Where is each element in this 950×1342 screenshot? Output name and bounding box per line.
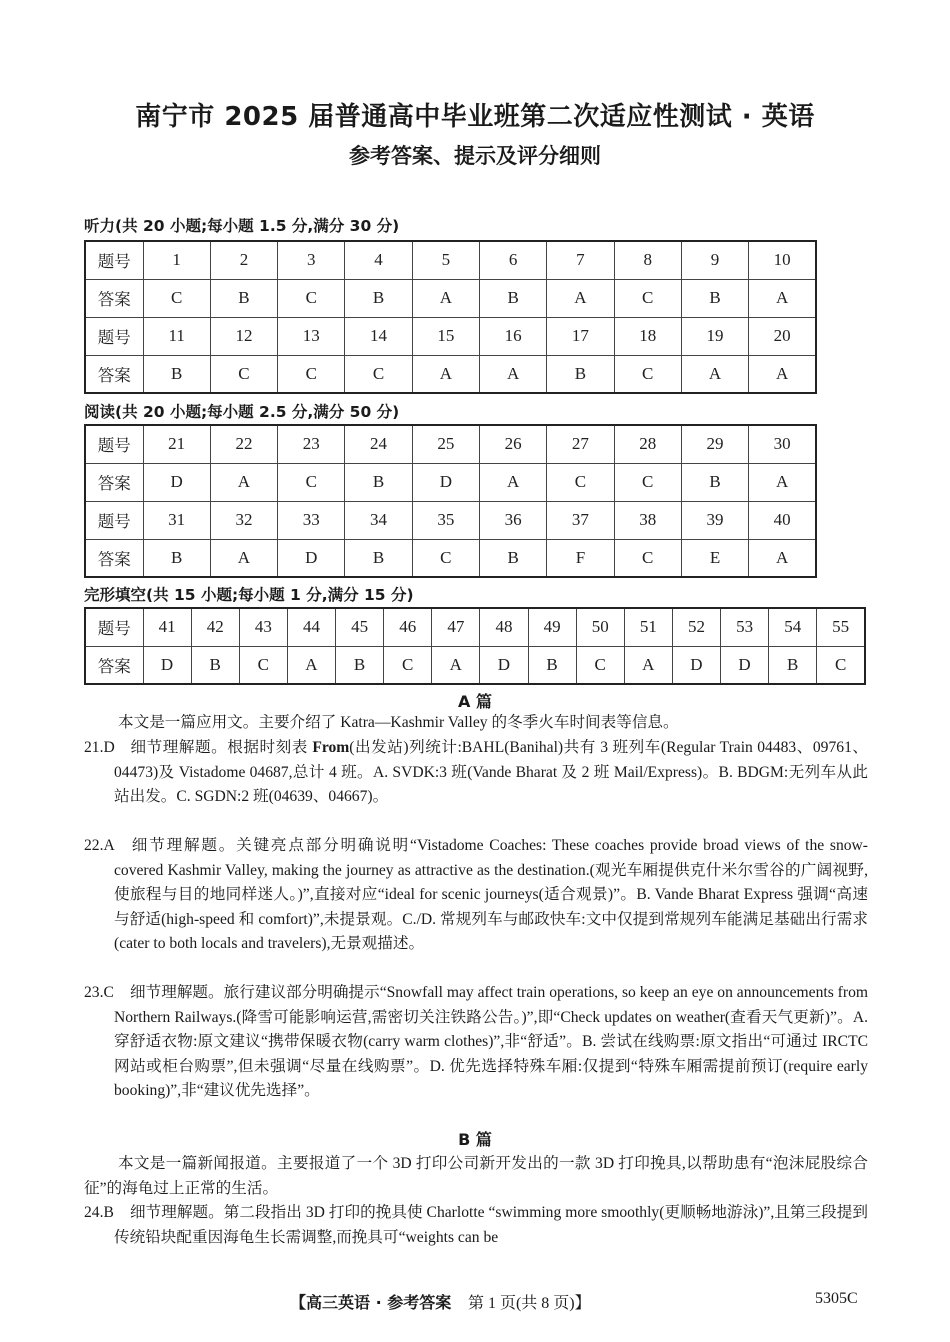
table-cell: 45 xyxy=(336,608,384,646)
table-cell: A xyxy=(479,355,546,393)
table-cell: 39 xyxy=(681,501,748,539)
answer-row xyxy=(85,539,816,577)
passage-a-title: A 篇 xyxy=(458,692,492,711)
table-cell: F xyxy=(547,539,614,577)
passage-b-summary: 本文是一篇新闻报道。主要报道了一个 3D 打印公司新开发出的一款 3D 打印挽具,以帮助患有“泡沫屁股综合征”的海龟过上正常的生活。 xyxy=(84,1155,868,1197)
table-cell: 11 xyxy=(143,317,210,355)
table-cell: C xyxy=(210,355,277,393)
table-cell: 48 xyxy=(480,608,528,646)
item-number: 21.D xyxy=(84,739,115,756)
table-cell: 18 xyxy=(614,317,681,355)
table-cell: 28 xyxy=(614,425,681,463)
table-cell: 47 xyxy=(432,608,480,646)
document-title: 南宁市 2025 届普通高中毕业班第二次适应性测试 · 英语 xyxy=(135,102,815,132)
table-cell: 34 xyxy=(345,501,412,539)
table-cell: C xyxy=(614,279,681,317)
row-label: 题号 xyxy=(85,608,143,646)
table-cell: D xyxy=(721,646,769,684)
row-label: 答案 xyxy=(85,355,143,393)
row-label: 答案 xyxy=(85,539,143,577)
table-cell: 29 xyxy=(681,425,748,463)
table-cell: 46 xyxy=(384,608,432,646)
answer-row xyxy=(85,279,816,317)
item-text: 细节理解题。根据时刻表 xyxy=(130,739,313,756)
table-cell: 7 xyxy=(547,241,614,279)
table-cell: A xyxy=(749,463,816,501)
table-cell: A xyxy=(210,539,277,577)
table-cell: 30 xyxy=(749,425,816,463)
cloze-heading: 完形填空(共 15 小题;每小题 1 分,满分 15 分) xyxy=(84,586,414,604)
table-cell: 36 xyxy=(479,501,546,539)
table-cell: B xyxy=(769,646,817,684)
table-cell: C xyxy=(576,646,624,684)
table-cell: B xyxy=(210,279,277,317)
item-number: 23.C xyxy=(84,984,114,1001)
table-cell: C xyxy=(614,355,681,393)
table-cell: 24 xyxy=(345,425,412,463)
table-cell: A xyxy=(749,279,816,317)
table-cell: 2 xyxy=(210,241,277,279)
table-cell: C xyxy=(278,463,345,501)
table-cell: 16 xyxy=(479,317,546,355)
table-cell: 43 xyxy=(239,608,287,646)
row-label: 题号 xyxy=(85,425,143,463)
answer-explanation-21 xyxy=(84,736,868,810)
table-cell: A xyxy=(749,539,816,577)
row-label: 题号 xyxy=(85,501,143,539)
table-cell: B xyxy=(479,539,546,577)
table-cell: A xyxy=(210,463,277,501)
item-text: (出发站)列统计:BAHL(Banihal)共有 3 班列车(Regular Train 04483、09761、04473)及 Vistadome 04687,总计 4 班。A. SVDK:3 班(Vande Bharat 及 2 班 Mail/Express)。B. BDGM:无列车从此站出发。C. SGDN:2 班(04639、04667)。 xyxy=(114,739,868,805)
table-cell: C xyxy=(614,539,681,577)
item-text: 细节理解题。关键亮点部分明确说明“Vistadome Coaches: These coaches provide broad views of the snow-covered Kashmir Valley, making the journey as attractive as the destination.(观光车厢提供克什米尔雪谷的广阔视野,使旅程与目的地同样迷人。)”,直接对应“ideal for scenic journeys(适合观景)”。B. Vande Bharat Express 强调“高速与舒适(high-speed 和 comfort)”,未提景观。C./D. 常规列车与邮政快车:文中仅提到常规列车能满足基础出行需求(cater to both locals and travelers),无景观描述。 xyxy=(114,837,868,952)
table-cell: C xyxy=(278,279,345,317)
table-cell: 49 xyxy=(528,608,576,646)
table-cell: B xyxy=(345,463,412,501)
table-cell: 32 xyxy=(210,501,277,539)
table-cell: B xyxy=(345,539,412,577)
question-number-row xyxy=(85,608,865,646)
item-bold-term: From xyxy=(312,739,350,756)
table-cell: 5 xyxy=(412,241,479,279)
table-cell: C xyxy=(817,646,865,684)
table-cell: B xyxy=(191,646,239,684)
table-cell: A xyxy=(479,463,546,501)
table-cell: 27 xyxy=(547,425,614,463)
table-cell: 40 xyxy=(749,501,816,539)
table-cell: C xyxy=(239,646,287,684)
reading-answer-table xyxy=(84,424,817,578)
table-cell: E xyxy=(681,539,748,577)
answer-row xyxy=(85,355,816,393)
table-cell: 3 xyxy=(278,241,345,279)
answer-row xyxy=(85,646,865,684)
table-cell: 53 xyxy=(721,608,769,646)
table-cell: 51 xyxy=(624,608,672,646)
table-cell: A xyxy=(432,646,480,684)
table-cell: 9 xyxy=(681,241,748,279)
table-cell: A xyxy=(412,355,479,393)
table-cell: B xyxy=(143,355,210,393)
table-cell: C xyxy=(412,539,479,577)
row-label: 题号 xyxy=(85,317,143,355)
table-cell: C xyxy=(143,279,210,317)
table-cell: 42 xyxy=(191,608,239,646)
table-cell: 14 xyxy=(345,317,412,355)
table-cell: 55 xyxy=(817,608,865,646)
table-cell: 15 xyxy=(412,317,479,355)
table-cell: 31 xyxy=(143,501,210,539)
table-cell: 21 xyxy=(143,425,210,463)
table-cell: B xyxy=(479,279,546,317)
footer-doc-label: 【高三英语 · 参考答案 xyxy=(290,1293,452,1312)
table-cell: 23 xyxy=(278,425,345,463)
table-cell: 8 xyxy=(614,241,681,279)
question-number-row xyxy=(85,501,816,539)
table-cell: A xyxy=(412,279,479,317)
table-cell: 25 xyxy=(412,425,479,463)
item-text: 细节理解题。旅行建议部分明确提示“Snowfall may affect train operations, so keep an eye on announcements from Northern Railways.(降雪可能影响运营,需密切关注铁路公告。)”,即“Check updates on weather(查看天气更新)”。A. 穿舒适衣物:原文建议“携带保暖衣物(carry warm clothes)”,非“舒适”。B. 尝试在线购票:原文指出“可通过 IRCTC 网站或柜台购票”,但未强调“尽量在线购票”。D. 优先选择特殊车厢:仅提到“特殊车厢需提前预订(require early booking)”,非“建议优先选择”。 xyxy=(114,984,868,1099)
question-number-row xyxy=(85,425,816,463)
table-cell: 13 xyxy=(278,317,345,355)
table-cell: B xyxy=(143,539,210,577)
table-cell: A xyxy=(287,646,335,684)
table-cell: 6 xyxy=(479,241,546,279)
table-cell: 37 xyxy=(547,501,614,539)
table-cell: 41 xyxy=(143,608,191,646)
row-label: 答案 xyxy=(85,279,143,317)
table-cell: 54 xyxy=(769,608,817,646)
table-cell: 50 xyxy=(576,608,624,646)
item-text: 细节理解题。第二段指出 3D 打印的挽具使 Charlotte “swimming more smoothly(更顺畅地游泳)”,且第三段提到传统铅块配重因海龟生长需调整,而挽具可“weights can be xyxy=(114,1204,868,1246)
table-cell: C xyxy=(384,646,432,684)
listening-heading: 听力(共 20 小题;每小题 1.5 分,满分 30 分) xyxy=(84,217,400,235)
table-cell: D xyxy=(480,646,528,684)
table-cell: B xyxy=(681,279,748,317)
table-cell: B xyxy=(336,646,384,684)
question-number-row xyxy=(85,317,816,355)
reading-heading: 阅读(共 20 小题;每小题 2.5 分,满分 50 分) xyxy=(84,403,400,421)
footer-label xyxy=(290,1290,591,1313)
table-cell: 12 xyxy=(210,317,277,355)
document-subtitle: 参考答案、提示及评分细则 xyxy=(349,144,601,168)
table-cell: 22 xyxy=(210,425,277,463)
table-cell: 4 xyxy=(345,241,412,279)
table-cell: B xyxy=(528,646,576,684)
answer-explanation-24 xyxy=(84,1201,868,1250)
table-cell: A xyxy=(547,279,614,317)
table-cell: 1 xyxy=(143,241,210,279)
table-cell: D xyxy=(143,646,191,684)
table-cell: 10 xyxy=(749,241,816,279)
item-number: 24.B xyxy=(84,1204,114,1221)
table-cell: B xyxy=(547,355,614,393)
row-label: 题号 xyxy=(85,241,143,279)
table-cell: A xyxy=(681,355,748,393)
table-cell: 52 xyxy=(672,608,720,646)
table-cell: B xyxy=(681,463,748,501)
table-cell: 35 xyxy=(412,501,479,539)
table-cell: B xyxy=(345,279,412,317)
answer-explanation-23 xyxy=(84,981,868,1104)
table-cell: 26 xyxy=(479,425,546,463)
listening-answer-table xyxy=(84,240,817,394)
passage-b-title: B 篇 xyxy=(458,1130,492,1149)
question-number-row xyxy=(85,241,816,279)
row-label: 答案 xyxy=(85,646,143,684)
table-cell: 20 xyxy=(749,317,816,355)
table-cell: C xyxy=(345,355,412,393)
page-number: 第 1 页(共 8 页)】 xyxy=(467,1295,591,1312)
table-cell: A xyxy=(749,355,816,393)
answer-explanation-22 xyxy=(84,834,868,957)
row-label: 答案 xyxy=(85,463,143,501)
table-cell: 19 xyxy=(681,317,748,355)
table-cell: C xyxy=(614,463,681,501)
table-cell: 17 xyxy=(547,317,614,355)
table-cell: D xyxy=(143,463,210,501)
table-cell: C xyxy=(278,355,345,393)
table-cell: D xyxy=(278,539,345,577)
document-code: 5305C xyxy=(815,1290,858,1307)
table-cell: 38 xyxy=(614,501,681,539)
table-cell: D xyxy=(412,463,479,501)
table-cell: 33 xyxy=(278,501,345,539)
answer-row xyxy=(85,463,816,501)
cloze-answer-table xyxy=(84,607,866,685)
table-cell: C xyxy=(547,463,614,501)
table-cell: D xyxy=(672,646,720,684)
passage-a-summary: 本文是一篇应用文。主要介绍了 Katra—Kashmir Valley 的冬季火车时间表等信息。 xyxy=(118,714,679,731)
table-cell: A xyxy=(624,646,672,684)
item-number: 22.A xyxy=(84,837,115,854)
table-cell: 44 xyxy=(287,608,335,646)
